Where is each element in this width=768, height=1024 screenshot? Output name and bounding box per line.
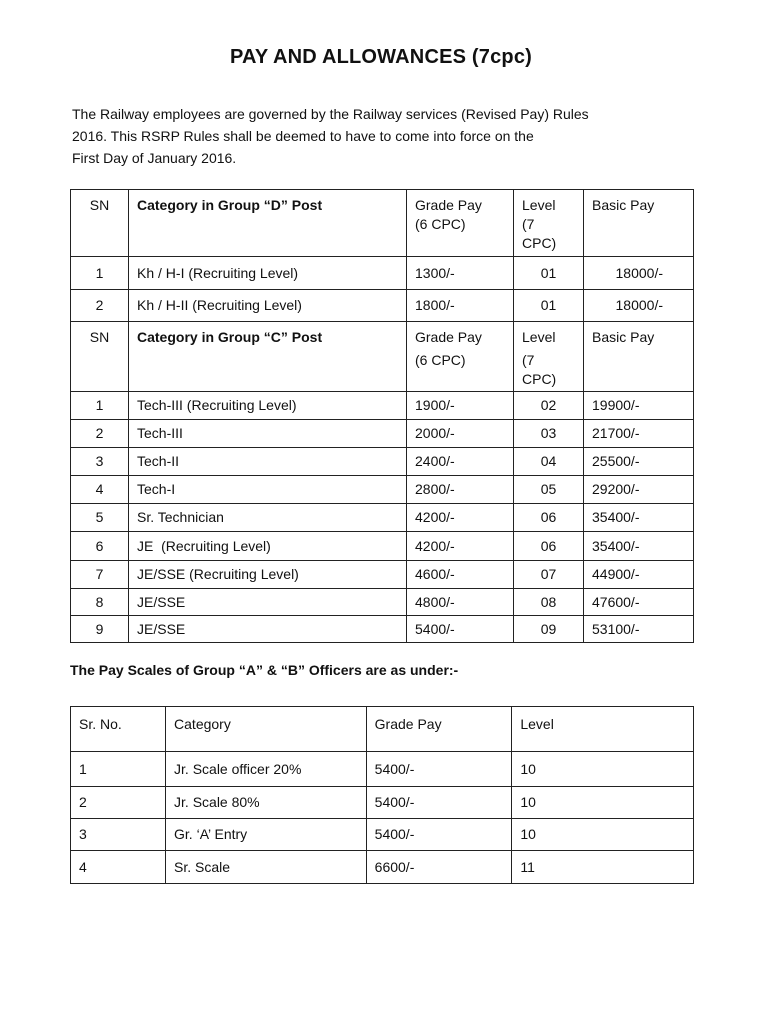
table-row	[71, 819, 694, 851]
header-category: Category	[166, 707, 367, 752]
header-basic-pay: Basic Pay	[584, 190, 694, 257]
cell-level: 11	[512, 851, 694, 884]
table-row	[71, 392, 694, 420]
cell-category: Kh / H-II (Recruiting Level)	[129, 290, 407, 322]
cell-sn: 9	[71, 616, 129, 643]
cell-sn: 2	[71, 290, 129, 322]
page-title: PAY AND ALLOWANCES (7cpc)	[229, 46, 533, 68]
cell-level: 06	[514, 532, 584, 561]
cell-category: Tech-II	[129, 448, 407, 476]
header-level: Level (7 CPC)	[514, 322, 584, 392]
cell-category: Sr. Scale	[166, 851, 367, 884]
table-row	[71, 476, 694, 504]
table-header-row	[71, 322, 694, 392]
header-category: Category in Group “C” Post	[129, 322, 407, 392]
cell-level: 10	[512, 752, 694, 787]
table-row	[71, 448, 694, 476]
table-row	[71, 257, 694, 290]
header-category: Category in Group “D” Post	[129, 190, 407, 257]
cell-level: 10	[512, 819, 694, 851]
cell-grade-pay: 4200/-	[407, 504, 514, 532]
header-grade-pay: Grade Pay	[366, 707, 512, 752]
cell-level: 03	[514, 420, 584, 448]
header-sr-no: Sr. No.	[71, 707, 166, 752]
header-sn: SN	[71, 190, 129, 257]
header-grade-pay: Grade Pay (6 CPC)	[407, 322, 514, 392]
intro-line: 2016. This RSRP Rules shall be deemed to have to come into force on the	[72, 128, 534, 144]
cell-basic-pay: 21700/-	[584, 420, 694, 448]
table-row	[71, 504, 694, 532]
cell-sn: 7	[71, 561, 129, 589]
cell-grade-pay: 5400/-	[366, 752, 512, 787]
group-a-b-officers-table	[70, 706, 694, 884]
header-level: Level	[512, 707, 694, 752]
cell-basic-pay: 44900/-	[584, 561, 694, 589]
cell-category: Tech-III	[129, 420, 407, 448]
cell-sr-no: 3	[71, 819, 166, 851]
table-header-row	[71, 190, 694, 257]
cell-basic-pay: 35400/-	[584, 532, 694, 561]
officers-section-heading: The Pay Scales of Group “A” & “B” Officers are as under:-	[70, 662, 459, 678]
cell-level: 05	[514, 476, 584, 504]
table-row	[71, 589, 694, 616]
header-level: Level (7 CPC)	[514, 190, 584, 257]
cell-grade-pay: 1900/-	[407, 392, 514, 420]
table-row	[71, 752, 694, 787]
cell-level: 04	[514, 448, 584, 476]
cell-grade-pay: 2800/-	[407, 476, 514, 504]
cell-basic-pay: 25500/-	[584, 448, 694, 476]
cell-basic-pay: 35400/-	[584, 504, 694, 532]
cell-sn: 4	[71, 476, 129, 504]
cell-level: 10	[512, 787, 694, 819]
cell-category: Tech-I	[129, 476, 407, 504]
group-d-c-pay-table	[70, 189, 694, 643]
cell-sn: 3	[71, 448, 129, 476]
cell-sn: 8	[71, 589, 129, 616]
cell-category: Sr. Technician	[129, 504, 407, 532]
header-grade-pay: Grade Pay (6 CPC)	[407, 190, 514, 257]
cell-grade-pay: 4200/-	[407, 532, 514, 561]
cell-grade-pay: 5400/-	[407, 616, 514, 643]
cell-basic-pay: 53100/-	[584, 616, 694, 643]
cell-sr-no: 1	[71, 752, 166, 787]
table-row	[71, 616, 694, 643]
cell-category: Jr. Scale 80%	[166, 787, 367, 819]
cell-level: 07	[514, 561, 584, 589]
cell-basic-pay: 19900/-	[584, 392, 694, 420]
intro-line: The Railway employees are governed by the Railway services (Revised Pay) Rules	[72, 106, 589, 122]
cell-sn: 2	[71, 420, 129, 448]
cell-basic-pay: 29200/-	[584, 476, 694, 504]
cell-sn: 5	[71, 504, 129, 532]
cell-category: Jr. Scale officer 20%	[166, 752, 367, 787]
cell-sr-no: 2	[71, 787, 166, 819]
table-row	[71, 561, 694, 589]
cell-grade-pay: 5400/-	[366, 787, 512, 819]
cell-category: Gr. ‘A’ Entry	[166, 819, 367, 851]
cell-sn: 1	[71, 257, 129, 290]
table-row	[71, 787, 694, 819]
cell-category: JE/SSE	[129, 589, 407, 616]
intro-paragraph	[72, 103, 672, 169]
cell-grade-pay: 2000/-	[407, 420, 514, 448]
cell-level: 06	[514, 504, 584, 532]
cell-level: 01	[514, 257, 584, 290]
cell-grade-pay: 1800/-	[407, 290, 514, 322]
cell-basic-pay: 18000/-	[584, 257, 694, 290]
cell-level: 08	[514, 589, 584, 616]
cell-grade-pay: 1300/-	[407, 257, 514, 290]
cell-level: 09	[514, 616, 584, 643]
cell-level: 02	[514, 392, 584, 420]
cell-basic-pay: 47600/-	[584, 589, 694, 616]
cell-level: 01	[514, 290, 584, 322]
intro-line: First Day of January 2016.	[72, 150, 237, 166]
table-header-row	[71, 707, 694, 752]
cell-grade-pay: 2400/-	[407, 448, 514, 476]
cell-category: JE/SSE	[129, 616, 407, 643]
table-row	[71, 420, 694, 448]
cell-category: JE (Recruiting Level)	[129, 532, 407, 561]
cell-grade-pay: 4600/-	[407, 561, 514, 589]
table-row	[71, 290, 694, 322]
cell-grade-pay: 6600/-	[366, 851, 512, 884]
header-basic-pay: Basic Pay	[584, 322, 694, 392]
cell-category: Tech-III (Recruiting Level)	[129, 392, 407, 420]
cell-grade-pay: 5400/-	[366, 819, 512, 851]
header-sn: SN	[71, 322, 129, 392]
cell-sn: 1	[71, 392, 129, 420]
table-row	[71, 532, 694, 561]
cell-grade-pay: 4800/-	[407, 589, 514, 616]
cell-category: Kh / H-I (Recruiting Level)	[129, 257, 407, 290]
cell-sr-no: 4	[71, 851, 166, 884]
cell-category: JE/SSE (Recruiting Level)	[129, 561, 407, 589]
table-row	[71, 851, 694, 884]
cell-basic-pay: 18000/-	[584, 290, 694, 322]
cell-sn: 6	[71, 532, 129, 561]
